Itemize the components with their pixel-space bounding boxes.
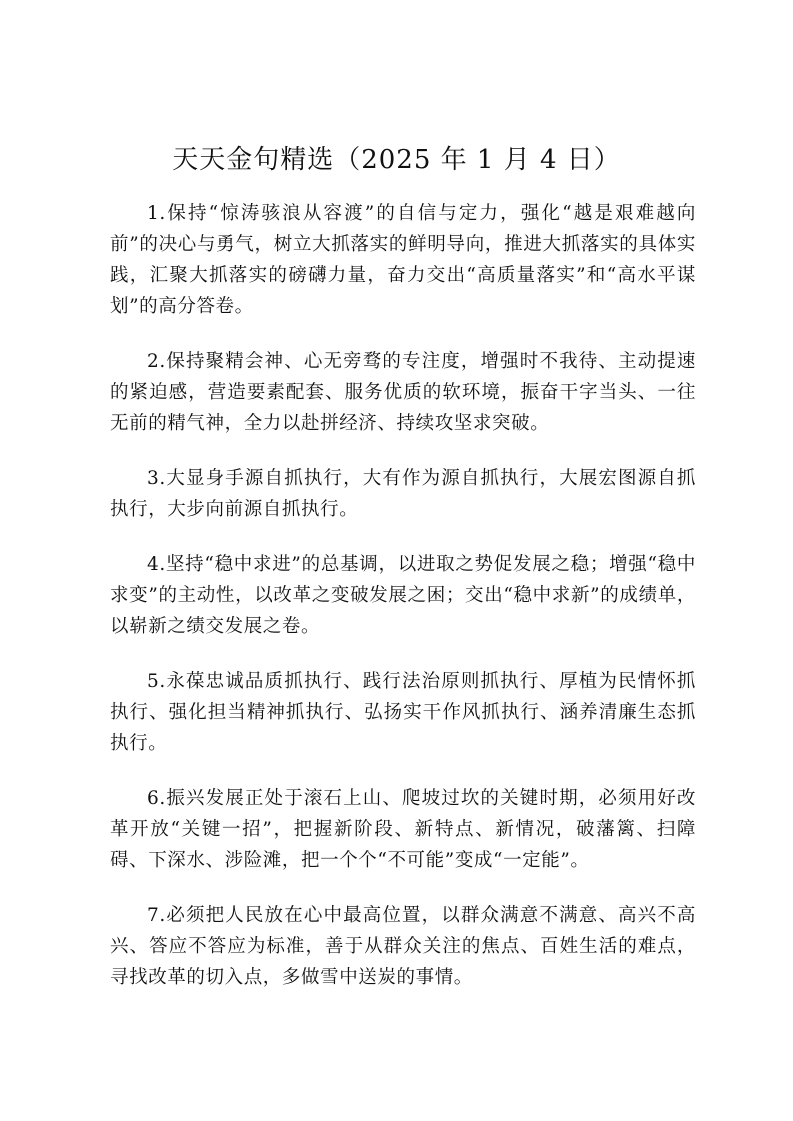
document-title: 天天金句精选（2025 年 1 月 4 日） xyxy=(172,145,621,175)
document-body xyxy=(110,198,696,1017)
paragraph-5: 5.永葆忠诚品质抓执行、践行法治原则抓执行、厚植为民情怀抓执行、强化担当精神抓执行、弘扬实干作风抓执行、涵养清廉生态抓执行。 xyxy=(110,671,696,754)
paragraph-6: 6.振兴发展正处于滚石上山、爬坡过坎的关键时期，必须用好改革开放“关键一招”，把握新阶段、新特点、新情况，破藩篱、扫障碍、下深水、涉险滩，把一个个“不可能”变成“一定能”。 xyxy=(110,788,696,871)
paragraph-1: 1.保持“惊涛骇浪从容渡”的自信与定力，强化“越是艰难越向前”的决心与勇气，树立大抓落实的鲜明导向，推进大抓落实的具体实践，汇聚大抓落实的磅礴力量，奋力交出“高质量落实”和“高水平谋划”的高分答卷。 xyxy=(110,203,696,317)
paragraph-4: 4.坚持“稳中求进”的总基调，以进取之势促发展之稳；增强“稳中求变”的主动性，以改革之变破发展之困；交出“稳中求新”的成绩单，以崭新之绩交发展之卷。 xyxy=(110,554,696,637)
paragraph-3: 3.大显身手源自抓执行，大有作为源自抓执行，大展宏图源自抓执行，大步向前源自抓执行。 xyxy=(110,468,696,520)
paragraph-2: 2.保持聚精会神、心无旁骛的专注度，增强时不我待、主动提速的紧迫感，营造要素配套、服务优质的软环境，振奋干字当头、一往无前的精气神，全力以赴拼经济、持续攻坚求突破。 xyxy=(110,351,696,434)
paragraph-7: 7.必须把人民放在心中最高位置，以群众满意不满意、高兴不高兴、答应不答应为标准，善于从群众关注的焦点、百姓生活的难点，寻找改革的切入点，多做雪中送炭的事情。 xyxy=(110,905,696,988)
